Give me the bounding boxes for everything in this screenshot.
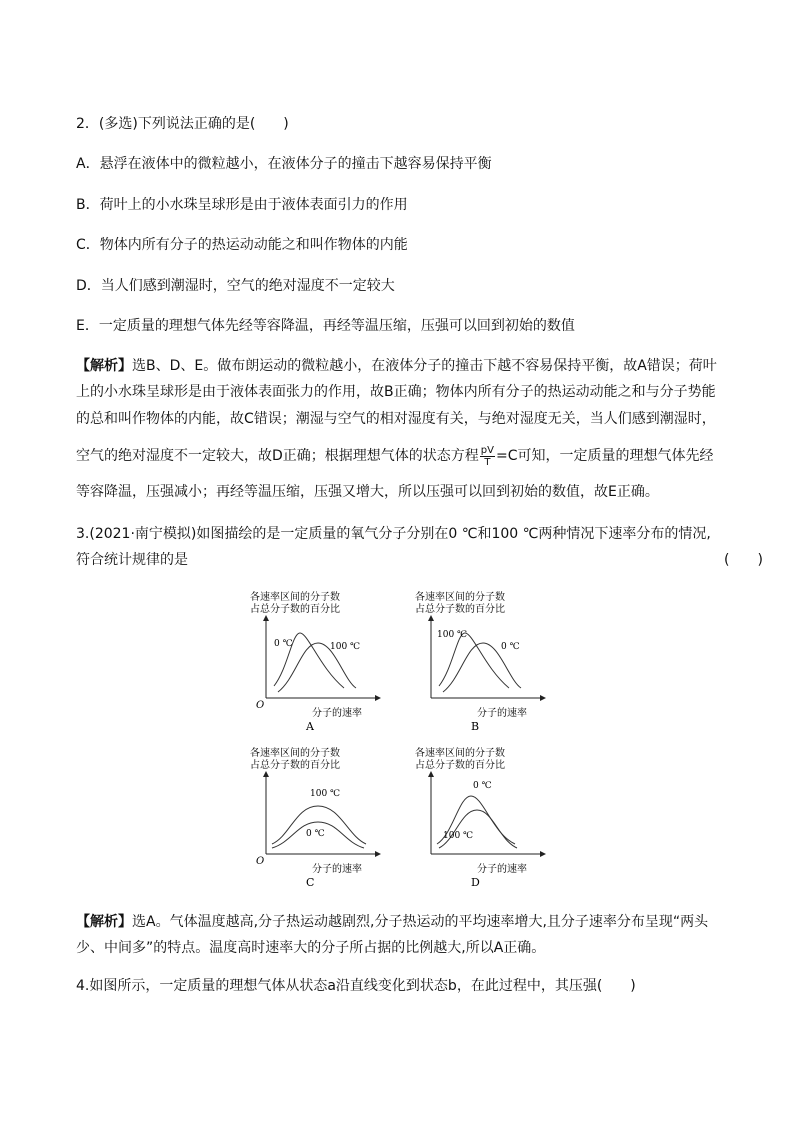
q3-analysis-line2: 少、中间多”的特点。温度高时速率大的分子所占据的比例越大,所以A正确。	[76, 940, 546, 956]
analysis-tag: 【解析】	[76, 358, 132, 374]
panel-a-ylabel-1: 各速率区间的分子数	[250, 592, 340, 603]
q2-analysis-line1	[76, 354, 736, 378]
panel-a-caption: A	[306, 720, 314, 733]
q2-analysis-text4a: 空气的绝对湿度不一定较大，故D正确；根据理想气体的状态方程	[76, 448, 479, 464]
panel-c-ylabel-1: 各速率区间的分子数	[250, 748, 340, 759]
panel-b-xlabel: 分子的速率	[477, 708, 527, 719]
analysis-tag: 【解析】	[76, 914, 132, 930]
q2-analysis-line2: 上的小水珠呈球形是由于液体表面张力的作用，故B正确；物体内所有分子的热运动动能之和与分子势能	[76, 384, 716, 400]
panel-c-xlabel: 分子的速率	[312, 864, 362, 875]
panel-b	[415, 590, 545, 733]
q2-analysis-line5: 等容降温，压强减小；再经等温压缩，压强又增大，所以压强可以回到初始的数值，故E正确。	[76, 484, 659, 500]
panel-d-label-0c: 0 ℃	[473, 781, 492, 791]
panel-d	[415, 746, 545, 888]
panel-d-label-100c: 100 ℃	[443, 831, 474, 841]
q2-option-c: C．物体内所有分子的热运动动能之和叫作物体的内能	[76, 237, 408, 253]
panel-b-caption: B	[471, 720, 480, 733]
panel-b-label-100c: 100 ℃	[437, 630, 468, 640]
panel-b-ylabel-2: 占总分子数的百分比	[415, 604, 505, 615]
panel-b-label-0c: 0 ℃	[501, 642, 520, 652]
panel-c	[250, 746, 380, 888]
state-equation-fraction	[480, 445, 495, 468]
q3-analysis-text1: 选A。气体温度越高,分子热运动越剧烈,分子热运动的平均速率增大,且分子速率分布呈现“两头	[132, 914, 709, 930]
q3-stem-line1: 3.(2021·南宁模拟)如图描绘的是一定质量的氧气分子分别在0 ℃和100 ℃两种情况下速率分布的情况,	[76, 526, 711, 542]
q2-analysis-text1: 选B、D、E。做布朗运动的微粒越小，在液体分子的撞击下越不容易保持平衡，故A错误；荷叶	[132, 358, 717, 374]
panel-a-origin: O	[256, 700, 265, 711]
panel-c-label-100c: 100 ℃	[310, 789, 341, 799]
q3-stem-line2: 符合统计规律的是	[76, 552, 188, 568]
speed-distribution-figure	[240, 588, 550, 888]
panel-d-curve-100c	[439, 810, 517, 848]
fraction-denominator: T	[484, 456, 491, 468]
panel-a-label-100c: 100 ℃	[330, 642, 361, 652]
panel-c-caption: C	[306, 876, 315, 888]
panel-b-ylabel-1: 各速率区间的分子数	[415, 592, 505, 603]
panel-c-ylabel-2: 占总分子数的百分比	[250, 760, 340, 771]
panel-d-caption: D	[471, 876, 480, 888]
panel-d-ylabel-1: 各速率区间的分子数	[415, 748, 505, 759]
panel-c-origin: O	[256, 856, 265, 867]
q4-stem: 4.如图所示，一定质量的理想气体从状态a沿直线变化到状态b，在此过程中，其压强( )	[76, 978, 636, 994]
panel-a	[250, 590, 380, 733]
panel-a-ylabel-2: 占总分子数的百分比	[250, 604, 340, 615]
q2-option-e: E．一定质量的理想气体先经等容降温，再经等温压缩，压强可以回到初始的数值	[76, 318, 575, 334]
panel-c-label-0c: 0 ℃	[306, 829, 325, 839]
q2-option-a: A．悬浮在液体中的微粒越小，在液体分子的撞击下越容易保持平衡	[76, 156, 492, 172]
figure-svg	[240, 588, 550, 888]
q2-analysis-line4	[76, 444, 736, 468]
q2-option-d: D．当人们感到潮湿时，空气的绝对湿度不一定较大	[76, 278, 395, 294]
panel-b-curve-100c	[439, 633, 509, 688]
panel-d-ylabel-2: 占总分子数的百分比	[415, 760, 505, 771]
q2-analysis-line3: 的总和叫作物体的内能，故C错误；潮湿与空气的相对湿度有关，与绝对湿度无关，当人们感到潮湿时，	[76, 411, 716, 427]
q2-stem: 2．(多选)下列说法正确的是( )	[76, 116, 289, 132]
q2-analysis-text4b: =C可知，一定质量的理想气体先经	[495, 448, 714, 464]
q3-analysis-line1	[76, 910, 736, 934]
panel-a-label-0c: 0 ℃	[274, 639, 293, 649]
panel-d-xlabel: 分子的速率	[477, 864, 527, 875]
fraction-numerator: pV	[480, 444, 494, 456]
q3-answer-paren: ( )	[724, 552, 763, 568]
panel-a-xlabel: 分子的速率	[312, 708, 362, 719]
q2-option-b: B．荷叶上的小水珠呈球形是由于液体表面引力的作用	[76, 197, 408, 213]
